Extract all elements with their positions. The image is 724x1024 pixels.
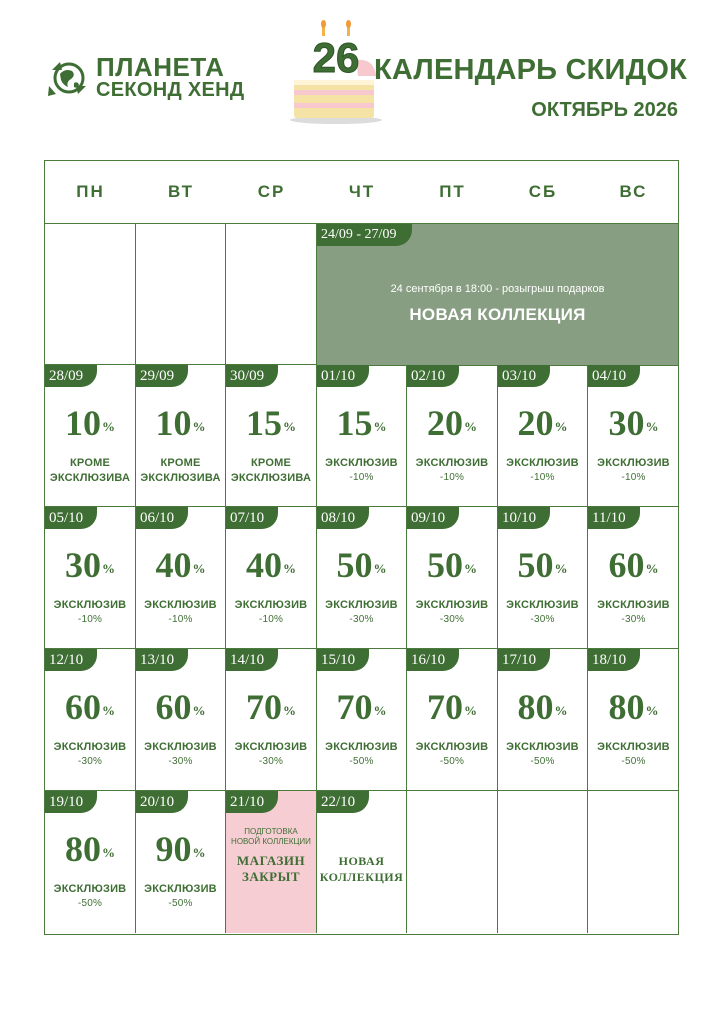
day-cell[interactable] [136,365,226,507]
discount-percent [317,687,406,727]
date-tab: 29/09 [136,365,188,387]
discount-value: 50 [517,545,554,585]
discount-note-detail: -50% [439,756,465,767]
empty-day-cell [136,223,226,365]
discount-note: ЭКСКЛЮЗИВ [597,599,670,611]
date-tab: 03/10 [498,365,550,387]
day-cell[interactable] [498,649,588,791]
discount-note: ЭКСКЛЮЗИВ [53,883,127,895]
discount-note-detail: -30% [77,756,103,767]
recycle-globe-icon [46,56,92,100]
birthday-cake-icon [286,20,386,125]
percent-sign: % [283,419,296,434]
date-tab: 08/10 [317,507,369,529]
percent-sign: % [102,703,115,718]
page-title: КАЛЕНДАРЬ СКИДОК [374,54,688,86]
weekday-header: ПТ [439,182,466,201]
brand-name-line1: ПЛАНЕТА [96,52,225,82]
store-closed-line2: ЗАКРЫТ [241,869,301,884]
discount-value: 30 [608,403,645,443]
day-cell[interactable] [136,791,226,933]
percent-sign: % [464,703,477,718]
discount-percent [317,403,406,443]
date-tab: 28/09 [45,365,97,387]
day-cell[interactable] [317,649,407,791]
banner-text: 24 сентября в 18:00 - розыгрыш подарков [390,283,605,295]
date-tab: 12/10 [45,649,97,671]
empty-day-cell [226,223,317,365]
discount-percent [588,545,679,585]
date-tab: 06/10 [136,507,188,529]
discount-note-detail: -10% [439,472,465,483]
discount-percent [407,687,497,727]
date-tab: 05/10 [45,507,97,529]
discount-value: 50 [427,545,463,585]
discount-percent [226,687,316,727]
day-cell[interactable] [498,365,588,507]
store-closed-line1: МАГАЗИН [236,853,306,868]
discount-value: 80 [65,829,101,869]
discount-note-detail: -50% [530,756,555,767]
date-tab: 16/10 [407,649,459,671]
discount-value: 40 [246,545,282,585]
day-cell[interactable] [588,649,679,791]
discount-note-detail: -50% [349,756,374,767]
discount-percent [136,829,225,869]
discount-value: 90 [155,829,192,869]
discount-value: 80 [608,687,645,727]
new-collection-line1: НОВАЯ [338,854,385,868]
day-cell[interactable] [45,649,136,791]
date-tab: 20/10 [136,791,188,813]
weekday-header: ПН [76,182,105,201]
day-cell[interactable] [136,507,226,649]
percent-sign: % [102,419,115,434]
percent-sign: % [464,419,477,434]
discount-note: КРОМЕ [160,457,201,469]
new-collection-line2: КОЛЛЕКЦИЯ [319,870,404,884]
discount-note-detail: ЭКСКЛЮЗИВА [49,472,131,484]
cake-number: 26 [312,34,360,81]
discount-note: ЭКСКЛЮЗИВ [53,741,127,753]
date-tab: 02/10 [407,365,459,387]
percent-sign: % [373,561,387,576]
discount-percent [226,545,316,585]
date-tab: 22/10 [317,791,369,813]
discount-note: ЭКСКЛЮЗИВ [234,741,308,753]
percent-sign: % [192,561,206,576]
store-closed-label [226,853,316,885]
discount-note-detail: -30% [168,756,193,767]
discount-note: ЭКСКЛЮЗИВ [506,457,579,469]
page-subtitle: ОКТЯБРЬ 2026 [531,99,678,121]
discount-note-detail: ЭКСКЛЮЗИВА [140,472,221,484]
discount-percent [226,403,316,443]
discount-value: 40 [155,545,192,585]
day-cell[interactable] [45,791,136,933]
weekday-header: СР [257,182,286,201]
percent-sign: % [554,419,568,434]
discount-value: 20 [517,403,554,443]
discount-note: ЭКСКЛЮЗИВ [506,599,579,611]
discount-value: 30 [65,545,101,585]
discount-note-detail: -10% [530,472,555,483]
percent-sign: % [192,845,206,860]
day-cell[interactable] [45,365,136,507]
day-cell[interactable] [226,365,317,507]
day-cell[interactable] [136,649,226,791]
discount-note-detail: -10% [168,614,193,625]
discount-note-detail: -30% [258,756,284,767]
discount-value: 70 [427,687,463,727]
date-tab: 11/10 [588,507,640,529]
date-tab: 14/10 [226,649,278,671]
discount-percent [45,403,135,443]
day-cell[interactable] [407,649,498,791]
discount-percent [407,545,497,585]
day-cell[interactable] [317,791,407,933]
closed-note-line2: НОВОЙ КОЛЛЕКЦИИ [231,837,311,846]
discount-value: 10 [65,403,101,443]
discount-note-detail: -50% [168,898,193,909]
day-cell[interactable] [317,365,407,507]
discount-note: ЭКСКЛЮЗИВ [415,599,489,611]
day-cell[interactable] [226,649,317,791]
percent-sign: % [192,703,206,718]
percent-sign: % [283,703,296,718]
discount-percent [588,687,679,727]
discount-percent [136,403,225,443]
date-tab: 15/10 [317,649,369,671]
discount-value: 20 [427,403,463,443]
date-tab: 17/10 [498,649,550,671]
discount-value: 15 [246,403,282,443]
discount-percent [45,829,135,869]
discount-value: 10 [155,403,192,443]
discount-note: ЭКСКЛЮЗИВ [597,457,670,469]
discount-note: ЭКСКЛЮЗИВ [415,457,489,469]
discount-note: ЭКСКЛЮЗИВ [506,741,579,753]
discount-note: ЭКСКЛЮЗИВ [144,599,217,611]
day-cell[interactable] [317,507,407,649]
percent-sign: % [373,703,387,718]
percent-sign: % [102,561,115,576]
date-tab: 30/09 [226,365,278,387]
discount-note-detail: -10% [77,614,103,625]
discount-note-detail: -50% [77,898,103,909]
day-cell[interactable] [498,507,588,649]
date-tab: 07/10 [226,507,278,529]
day-cell[interactable] [407,507,498,649]
discount-note-detail: -30% [349,614,374,625]
discount-value: 70 [246,687,282,727]
day-cell[interactable] [588,507,679,649]
discount-percent [498,545,587,585]
date-tab: 10/10 [498,507,550,529]
discount-value: 60 [608,545,645,585]
percent-sign: % [373,419,387,434]
new-collection-label [317,853,406,885]
date-tab: 09/10 [407,507,459,529]
percent-sign: % [464,561,477,576]
discount-note-detail: -10% [349,472,374,483]
percent-sign: % [645,703,659,718]
discount-note: ЭКСКЛЮЗИВ [325,741,398,753]
percent-sign: % [645,419,659,434]
day-cell[interactable] [226,791,317,933]
empty-day-cell [407,791,498,933]
discount-percent [407,403,497,443]
discount-value: 50 [336,545,373,585]
banner-date-tab: 24/09 - 27/09 [317,224,412,246]
discount-note: ЭКСКЛЮЗИВ [53,599,127,611]
brand-name-line2: СЕКОНД ХЕНД [96,79,245,101]
discount-note-detail: -10% [258,614,284,625]
day-cell[interactable] [226,507,317,649]
empty-day-cell [45,223,136,365]
weekday-header: ВС [619,182,648,201]
discount-calendar [44,160,679,935]
weekday-header: СБ [528,182,558,201]
closed-note-line1: ПОДГОТОВКА [244,827,298,836]
discount-percent [498,687,587,727]
discount-note-detail: ЭКСКЛЮЗИВА [230,472,312,484]
discount-percent [45,545,135,585]
percent-sign: % [645,561,659,576]
discount-note: ЭКСКЛЮЗИВ [144,883,217,895]
discount-percent [317,545,406,585]
date-tab: 18/10 [588,649,640,671]
discount-note-detail: -50% [621,756,646,767]
date-tab: 21/10 [226,791,278,813]
discount-percent [45,687,135,727]
discount-percent [136,687,225,727]
empty-day-cell [498,791,588,933]
discount-note: ЭКСКЛЮЗИВ [597,741,670,753]
discount-note-detail: -10% [621,472,646,483]
discount-note: ЭКСКЛЮЗИВ [234,599,308,611]
new-collection-banner [317,224,678,366]
percent-sign: % [192,419,206,434]
discount-value: 80 [517,687,554,727]
discount-value: 60 [155,687,192,727]
discount-percent [588,403,679,443]
discount-note-detail: -30% [439,614,465,625]
percent-sign: % [102,845,115,860]
discount-percent [136,545,225,585]
discount-note: ЭКСКЛЮЗИВ [415,741,489,753]
closed-note [226,827,316,847]
discount-note: КРОМЕ [70,457,110,469]
empty-day-cell [588,791,679,933]
discount-percent [498,403,587,443]
percent-sign: % [283,561,296,576]
weekday-header: ВТ [167,182,194,201]
discount-value: 70 [336,687,373,727]
day-cell[interactable] [45,507,136,649]
discount-note: ЭКСКЛЮЗИВ [325,599,398,611]
date-tab: 19/10 [45,791,97,813]
day-cell[interactable] [588,365,679,507]
discount-note: ЭКСКЛЮЗИВ [144,741,217,753]
percent-sign: % [554,703,568,718]
percent-sign: % [554,561,568,576]
discount-note-detail: -30% [621,614,646,625]
day-cell[interactable] [407,365,498,507]
discount-value: 15 [336,403,373,443]
discount-value: 60 [65,687,101,727]
brand-logo [46,54,246,104]
date-tab: 13/10 [136,649,188,671]
discount-note: ЭКСКЛЮЗИВ [325,457,398,469]
weekday-header: ЧТ [348,182,376,201]
discount-note: КРОМЕ [251,457,291,469]
banner-title: НОВАЯ КОЛЛЕКЦИЯ [409,305,586,324]
date-tab: 01/10 [317,365,369,387]
date-tab: 04/10 [588,365,640,387]
discount-note-detail: -30% [530,614,555,625]
